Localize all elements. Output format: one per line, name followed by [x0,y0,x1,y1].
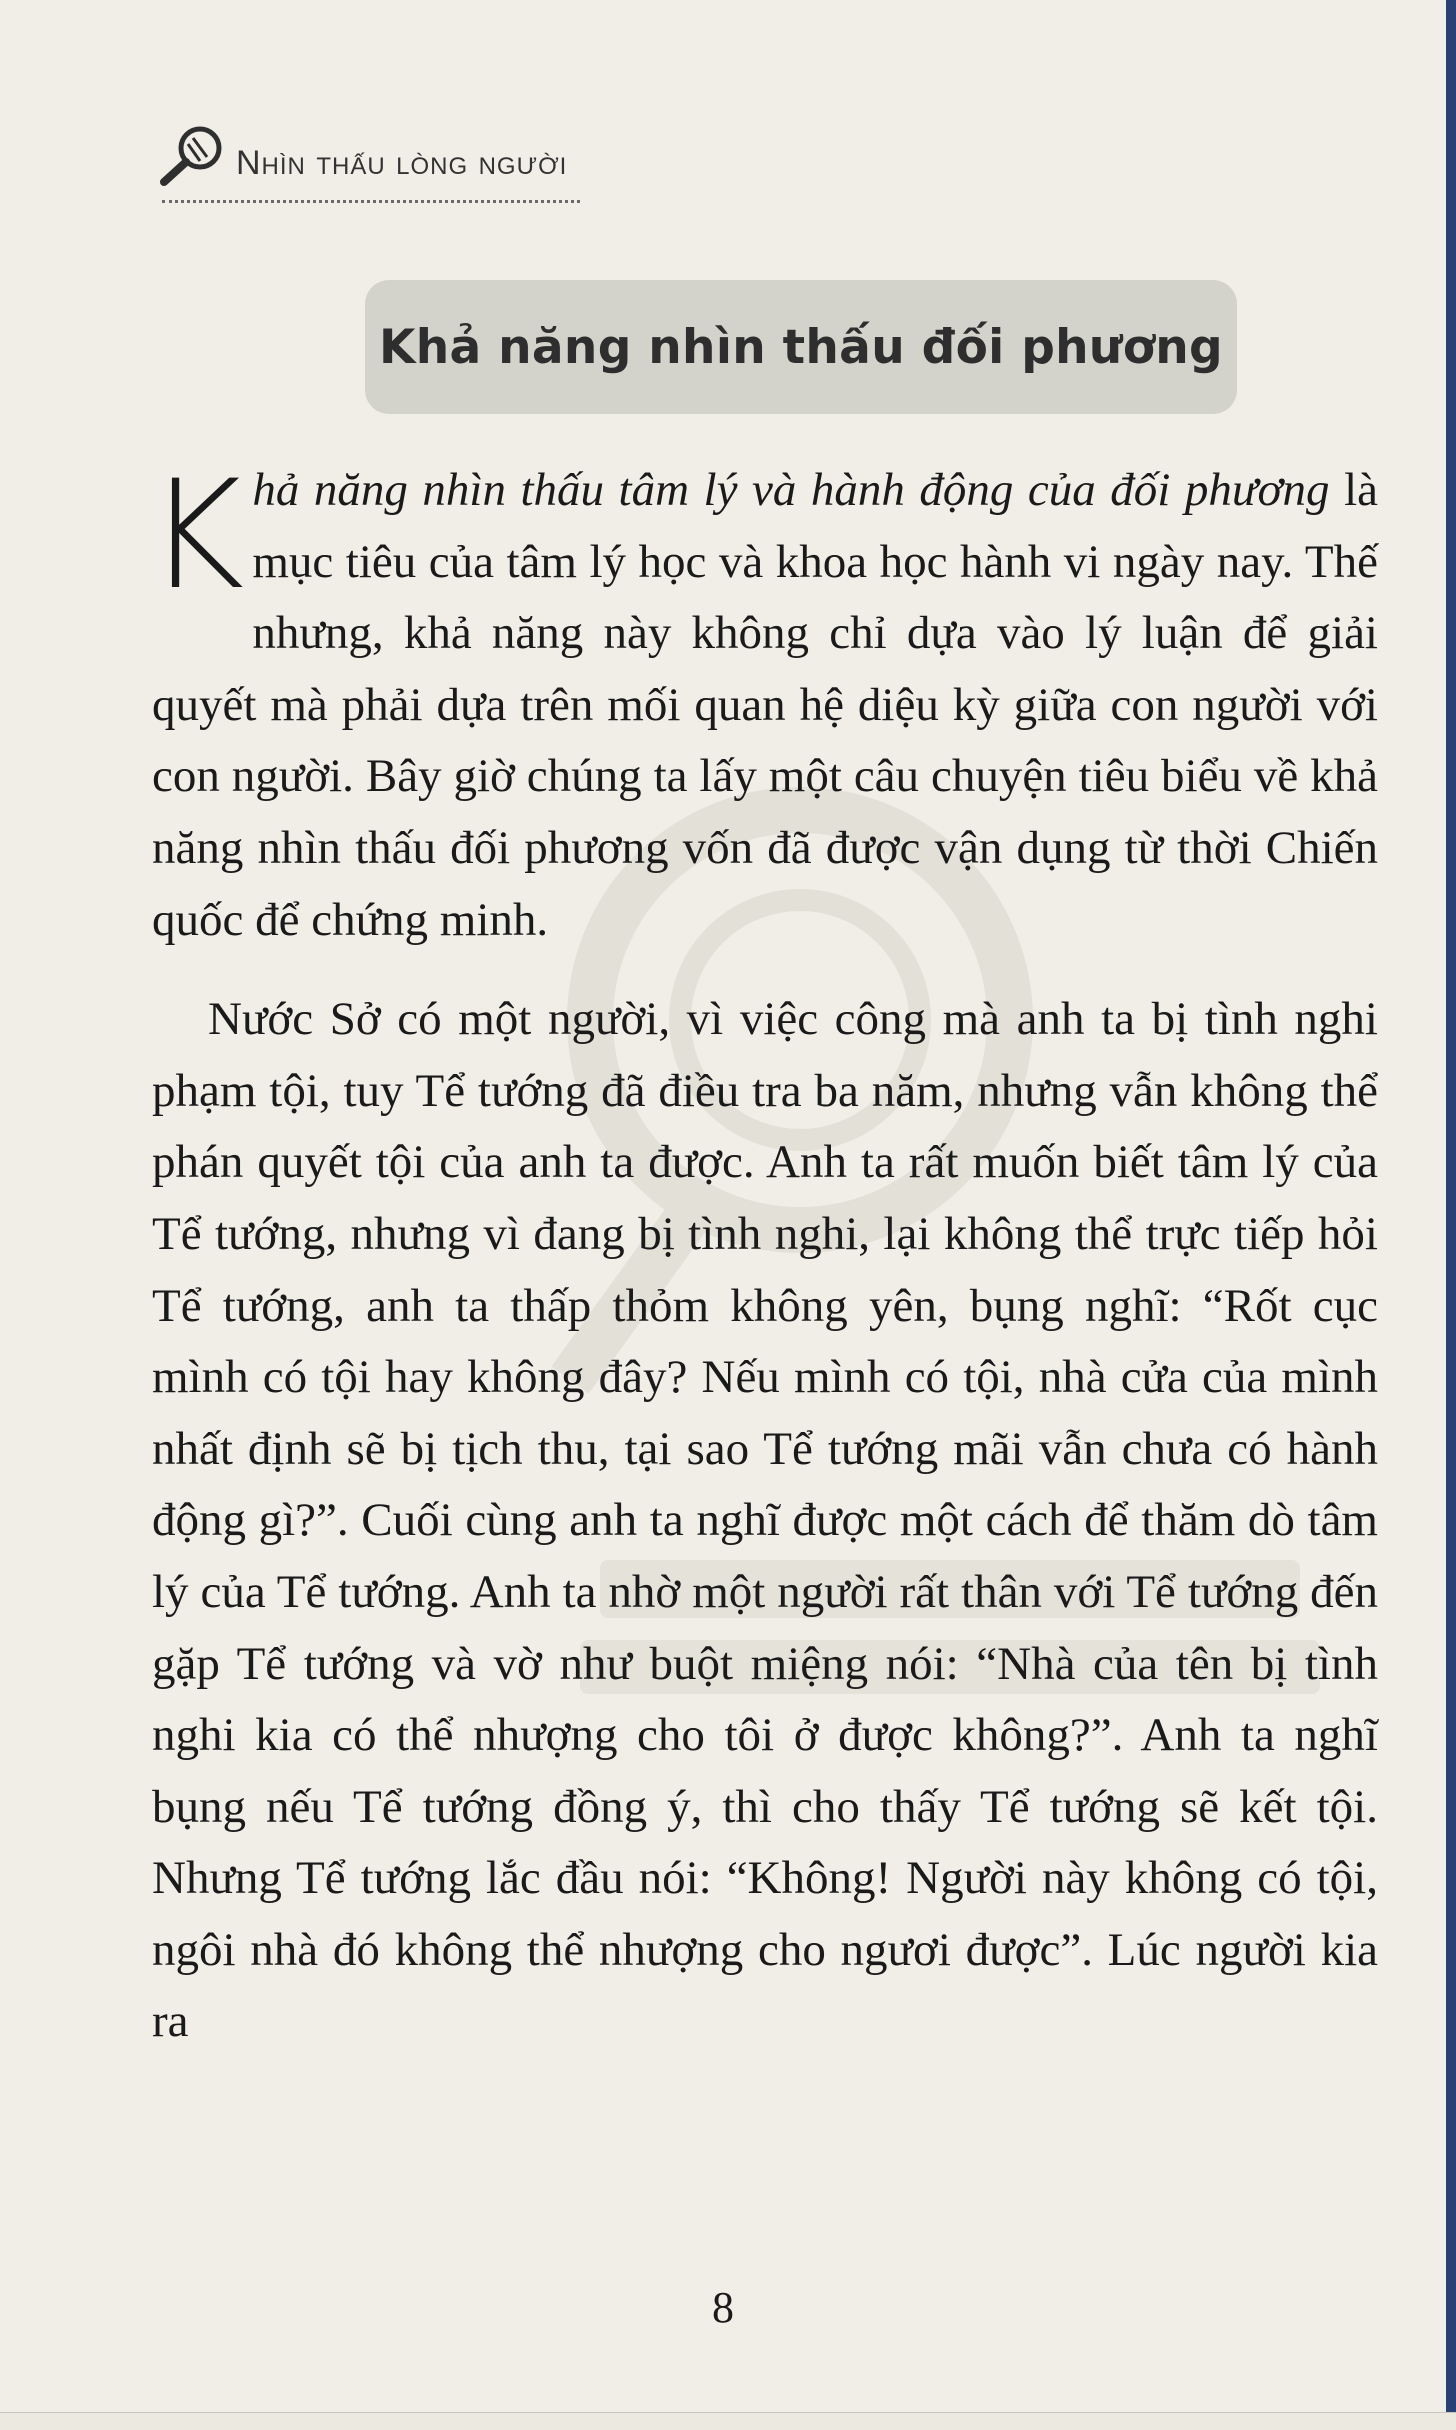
running-header [158,118,567,188]
section-heading-box [365,280,1237,414]
magnifier-icon [158,124,226,188]
drop-cap: K [146,449,245,623]
lead-in-italic: hả năng nhìn thấu tâm lý và hành động của đối phương [252,464,1330,516]
cover-edge [1446,0,1456,2412]
page-edge [0,2412,1456,2430]
body-text [146,449,1378,2058]
section-heading: Khả năng nhìn thấu đối phương [379,319,1223,375]
running-title: Nhìn thấu lòng người [236,144,568,182]
paragraph-2: Nước Sở có một người, vì việc công mà anh ta bị tình nghi phạm tội, tuy Tể tướng đã điều tra ba năm, nhưng vẫn không thể phán quyết tội của anh ta được. Anh ta rất muốn biết tâm lý của Tể tướng, nhưng vì đang bị tình nghi, lại không thể trực tiếp hỏi Tể tướng, anh ta thấp thỏm không yên, bụng nghĩ: “Rốt cục mình có tội hay không đây? Nếu mình có tội, nhà cửa của mình nhất định sẽ bị tịch thu, tại sao Tể tướng mãi vẫn chưa có hành động gì?”. Cuối cùng anh ta nghĩ được một cách để thăm dò tâm lý của Tể tướng. Anh ta nhờ một người rất thân với Tể tướng đến gặp Tể tướng và vờ như buột miệng nói: “Nhà của tên bị tình nghi kia có thể nhượng cho tôi ở được không?”. Anh ta nghĩ bụng nếu Tể tướng đồng ý, thì cho thấy Tể tướng sẽ kết tội. Nhưng Tể tướng lắc đầu nói: “Không! Người này không có tội, ngôi nhà đó không thể nhượng cho ngươi được”. Lúc người kia ra [152,993,1378,2048]
page-number: 8 [712,2283,734,2332]
paragraph-1-text: là mục tiêu của tâm lý học và khoa học hành vi ngày nay. Thế nhưng, khả năng này không chỉ dựa vào lý luận để giải quyết mà phải dựa trên mối quan hệ diệu kỳ giữa con người với con người. Bây giờ chúng ta lấy một câu chuyện tiêu biểu về khả năng nhìn thấu đối phương vốn đã được vận dụng từ thời Chiến quốc để chứng minh. [152,464,1378,946]
paragraph-1 [146,449,1378,956]
header-dotted-rule [162,200,580,203]
